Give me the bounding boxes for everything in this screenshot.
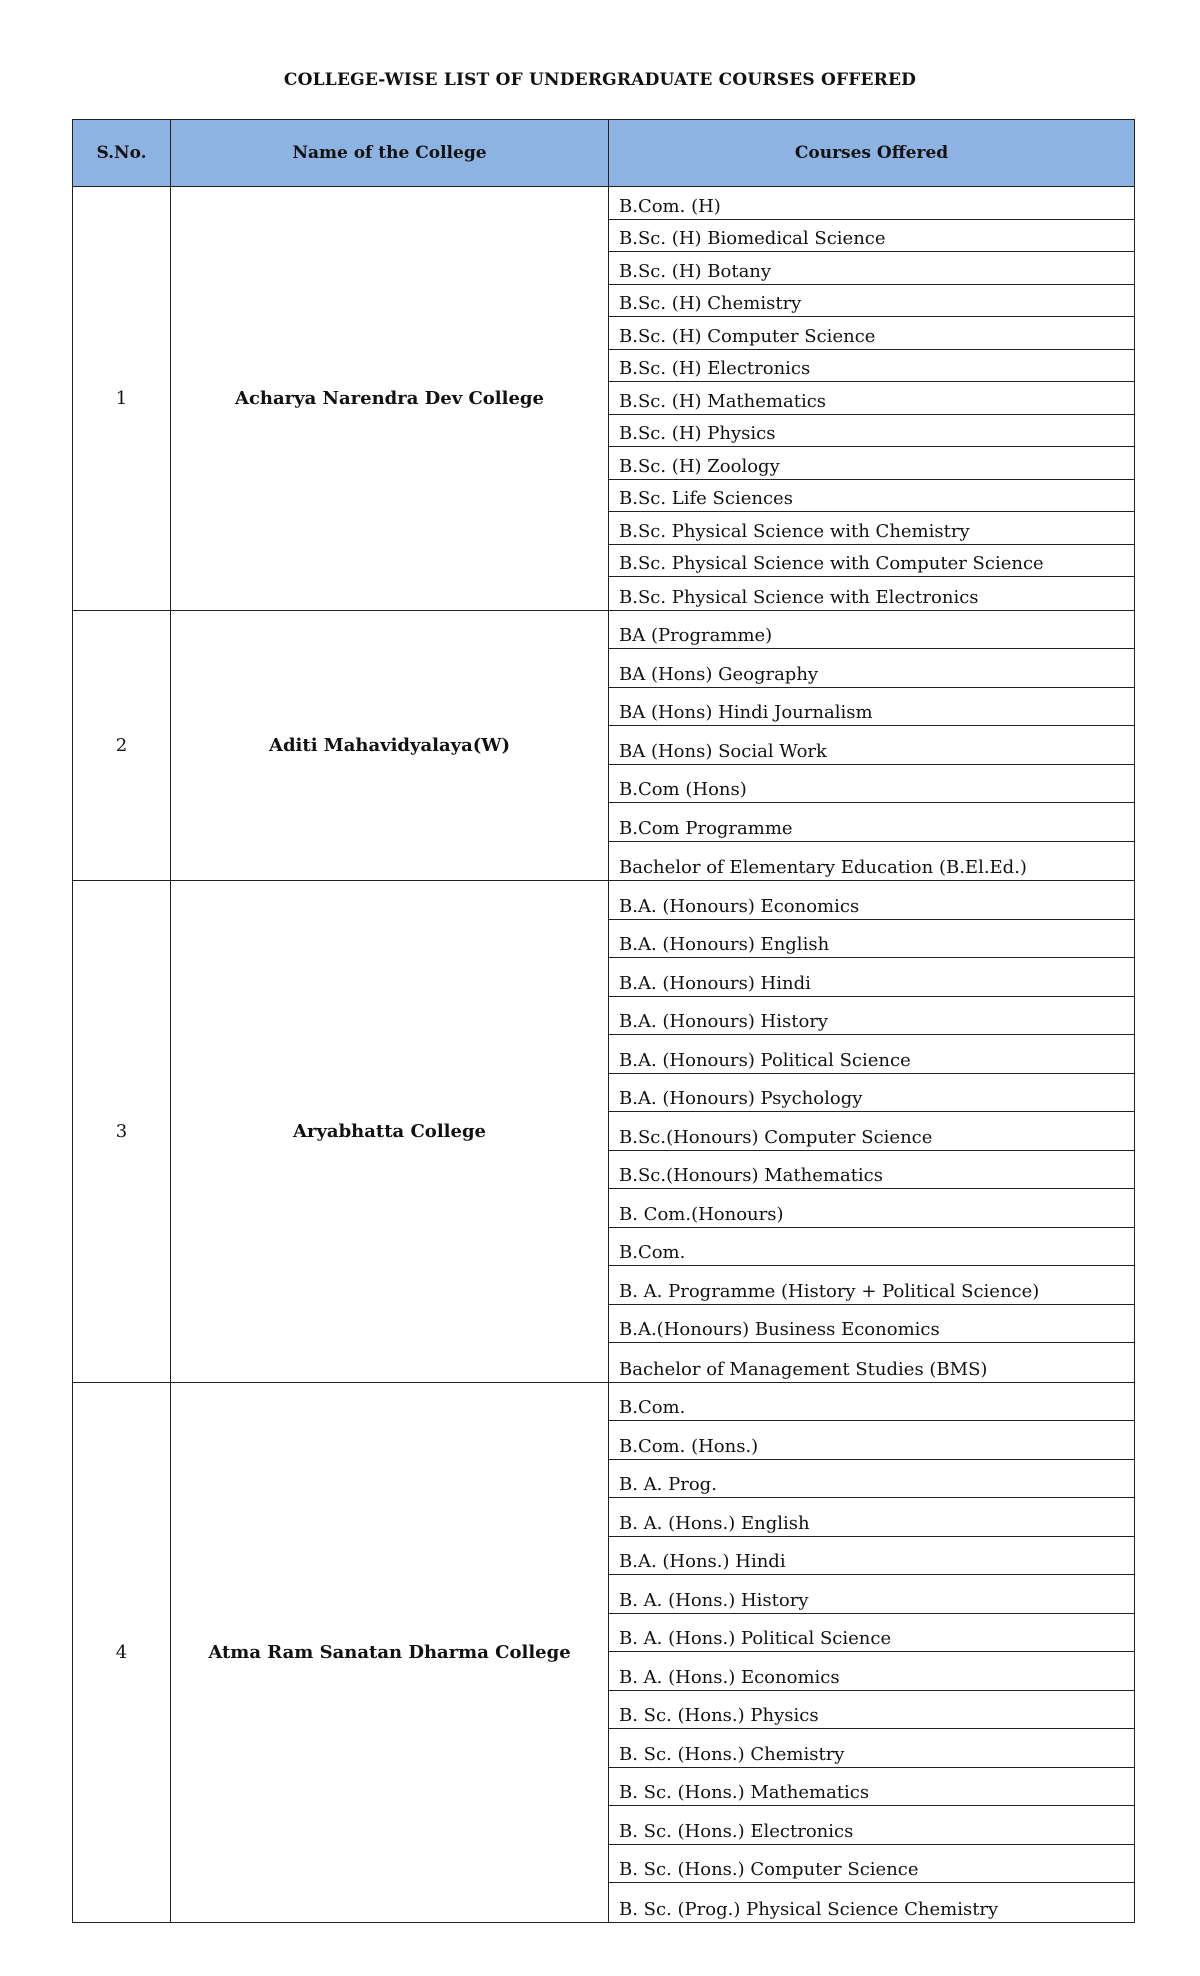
college-name: Aryabhatta College: [171, 881, 609, 1383]
header-sno: S.No.: [73, 120, 171, 187]
college-name: Acharya Narendra Dev College: [171, 187, 609, 611]
course-item: B.Sc. Physical Science with Computer Science: [609, 545, 1134, 578]
courses-cell: [609, 187, 1135, 611]
course-item: B. Sc. (Hons.) Computer Science: [609, 1845, 1134, 1884]
table-row: [73, 881, 1135, 1383]
serial-number: 4: [73, 1382, 171, 1922]
course-item: B.Com. (Hons.): [609, 1421, 1134, 1460]
course-item: B.Sc. Life Sciences: [609, 480, 1134, 513]
course-item: Bachelor of Elementary Education (B.El.Ed.): [619, 857, 1027, 878]
course-item: B.Com.: [609, 1228, 1134, 1267]
serial-number: 1: [73, 187, 171, 611]
college-name: Atma Ram Sanatan Dharma College: [171, 1382, 609, 1922]
course-item: BA (Hons) Social Work: [609, 726, 1134, 765]
course-item: B.Sc. (H) Zoology: [609, 447, 1134, 480]
course-item: B.A. (Honours) Economics: [609, 881, 1134, 920]
course-item: B. A. Programme (History + Political Science): [609, 1266, 1134, 1305]
courses-cell: [609, 610, 1135, 881]
course-item: B.Sc. Physical Science with Electronics: [619, 586, 979, 608]
course-item: B. Sc. (Hons.) Mathematics: [609, 1768, 1134, 1807]
course-item: BA (Hons) Geography: [609, 649, 1134, 688]
course-item: B. Sc. (Hons.) Chemistry: [609, 1729, 1134, 1768]
course-item: B. A. (Hons.) History: [609, 1575, 1134, 1614]
document-title: COLLEGE-WISE LIST OF UNDERGRADUATE COURSES OFFERED: [283, 70, 917, 90]
course-item: B.Sc. Physical Science with Chemistry: [609, 512, 1134, 545]
course-item: B.Sc. (H) Biomedical Science: [609, 220, 1134, 253]
table-row: [73, 187, 1135, 611]
courses-cell: [609, 881, 1135, 1383]
table-header-row: [73, 120, 1135, 187]
course-item: B. A. (Hons.) Political Science: [609, 1614, 1134, 1653]
course-item: B. Sc. (Prog.) Physical Science Chemistry: [619, 1898, 999, 1920]
course-item: B. A. Prog.: [609, 1460, 1134, 1499]
course-item: B.Sc.(Honours) Mathematics: [609, 1151, 1134, 1190]
course-item: B. Com.(Honours): [609, 1189, 1134, 1228]
courses-table: [72, 119, 1135, 1923]
course-item: B. Sc. (Hons.) Electronics: [609, 1806, 1134, 1845]
course-item: B. Sc. (Hons.) Physics: [609, 1691, 1134, 1730]
course-item: B.A.(Honours) Business Economics: [609, 1305, 1134, 1344]
course-item: B.Com.: [609, 1383, 1134, 1422]
serial-number: 3: [73, 881, 171, 1383]
course-item: BA (Hons) Hindi Journalism: [609, 688, 1134, 727]
course-item: B.A. (Hons.) Hindi: [609, 1537, 1134, 1576]
table-row: [73, 1382, 1135, 1922]
course-item: B.Sc. (H) Botany: [609, 252, 1134, 285]
course-item: B.A. (Honours) Psychology: [609, 1074, 1134, 1113]
course-item: B.Com. (H): [609, 187, 1134, 220]
course-item: B.A. (Honours) English: [609, 920, 1134, 959]
header-college: Name of the College: [171, 120, 609, 187]
course-item: B.Com Programme: [609, 803, 1134, 842]
course-item: Bachelor of Management Studies (BMS): [619, 1358, 988, 1380]
table-body: [73, 187, 1135, 1923]
course-item: B.Sc. (H) Electronics: [609, 350, 1134, 383]
course-item: B.Com (Hons): [609, 765, 1134, 804]
course-item: BA (Programme): [609, 611, 1134, 650]
course-item: B.Sc. (H) Physics: [609, 415, 1134, 448]
header-courses: Courses Offered: [609, 120, 1135, 187]
course-item: B.A. (Honours) Political Science: [609, 1035, 1134, 1074]
course-item: B. A. (Hons.) English: [609, 1498, 1134, 1537]
course-item: B.Sc. (H) Mathematics: [609, 382, 1134, 415]
college-name: Aditi Mahavidyalaya(W): [171, 610, 609, 881]
course-item: B.A. (Honours) Hindi: [609, 958, 1134, 997]
serial-number: 2: [73, 610, 171, 881]
courses-cell: [609, 1382, 1135, 1922]
course-item: B.A. (Honours) History: [609, 997, 1134, 1036]
course-item: B.Sc.(Honours) Computer Science: [609, 1112, 1134, 1151]
course-item: B.Sc. (H) Chemistry: [609, 285, 1134, 318]
course-item: B. A. (Hons.) Economics: [609, 1652, 1134, 1691]
table-row: [73, 610, 1135, 881]
course-item: B.Sc. (H) Computer Science: [609, 317, 1134, 350]
